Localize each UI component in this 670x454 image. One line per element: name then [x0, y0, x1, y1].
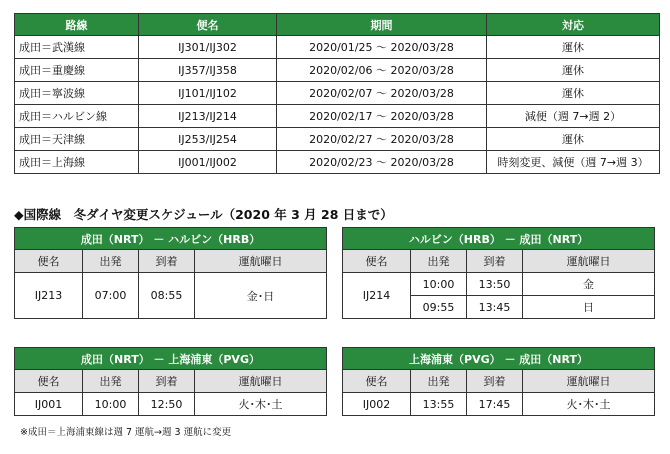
- col-header-flight: 便名: [139, 14, 277, 36]
- table-row: [15, 273, 327, 319]
- schedule-table-nrt-pvg: [14, 347, 327, 416]
- table-row: [15, 393, 327, 416]
- days-cell: 火･木･土: [195, 393, 327, 416]
- col-header-departure: 出発: [83, 250, 139, 273]
- section-heading: ◆国際線 冬ダイヤ変更スケジュール（2020 年 3 月 28 日まで）: [14, 207, 393, 222]
- route-cell: 成田＝寧波線: [15, 82, 139, 105]
- schedule-title-row: [343, 228, 655, 250]
- route-cell: 成田＝武漢線: [15, 36, 139, 59]
- schedule-title-row: [343, 348, 655, 370]
- route-cell: 成田＝重慶線: [15, 59, 139, 82]
- period-cell: 2020/02/23 ～ 2020/03/28: [277, 151, 487, 174]
- schedule-title: 成田（NRT） － ハルビン（HRB）: [15, 228, 327, 250]
- col-header-action: 対応: [487, 14, 660, 36]
- days-cell: 日: [523, 296, 655, 319]
- departure-cell: 10:00: [83, 393, 139, 416]
- route-cell: 成田＝上海線: [15, 151, 139, 174]
- schedule-table-pvg-nrt: [342, 347, 655, 416]
- departure-cell: 09:55: [411, 296, 467, 319]
- col-header-flight: 便名: [343, 370, 411, 393]
- schedule-header-row: [343, 250, 655, 273]
- schedule-title: ハルビン（HRB） － 成田（NRT）: [343, 228, 655, 250]
- action-cell: 時刻変更、減便（週 7→週 3）: [487, 151, 660, 174]
- col-header-departure: 出発: [411, 370, 467, 393]
- table-row: [15, 36, 660, 59]
- schedule-title-row: [15, 228, 327, 250]
- flight-cell: IJ253/IJ254: [139, 128, 277, 151]
- arrival-cell: 13:45: [467, 296, 523, 319]
- col-header-departure: 出発: [411, 250, 467, 273]
- action-cell: 減便（週 7→週 2）: [487, 105, 660, 128]
- col-header-departure: 出発: [83, 370, 139, 393]
- period-cell: 2020/02/07 ～ 2020/03/28: [277, 82, 487, 105]
- flight-cell: IJ301/IJ302: [139, 36, 277, 59]
- arrival-cell: 17:45: [467, 393, 523, 416]
- period-cell: 2020/02/06 ～ 2020/03/28: [277, 59, 487, 82]
- col-header-arrival: 到着: [467, 370, 523, 393]
- arrival-cell: 12:50: [139, 393, 195, 416]
- col-header-period: 期間: [277, 14, 487, 36]
- departure-cell: 10:00: [411, 273, 467, 296]
- schedule-table-hrb-nrt: [342, 227, 655, 319]
- col-header-arrival: 到着: [139, 370, 195, 393]
- days-cell: 金: [523, 273, 655, 296]
- table-row: [15, 128, 660, 151]
- flight-cell: IJ001/IJ002: [139, 151, 277, 174]
- days-cell: 火･木･土: [523, 393, 655, 416]
- schedule-title-row: [15, 348, 327, 370]
- flight-cell: IJ101/IJ102: [139, 82, 277, 105]
- schedule-header-row: [15, 250, 327, 273]
- schedule-table-nrt-hrb: [14, 227, 327, 319]
- route-cell: 成田＝天津線: [15, 128, 139, 151]
- departure-cell: 13:55: [411, 393, 467, 416]
- arrival-cell: 08:55: [139, 273, 195, 319]
- col-header-flight: 便名: [15, 370, 83, 393]
- flight-cell: IJ213: [15, 273, 83, 319]
- flight-cell: IJ214: [343, 273, 411, 319]
- schedule-title: 上海浦東（PVG） － 成田（NRT）: [343, 348, 655, 370]
- flight-cell: IJ357/IJ358: [139, 59, 277, 82]
- period-cell: 2020/02/27 ～ 2020/03/28: [277, 128, 487, 151]
- col-header-arrival: 到着: [467, 250, 523, 273]
- table-row: [15, 82, 660, 105]
- col-header-arrival: 到着: [139, 250, 195, 273]
- col-header-days: 運航曜日: [523, 370, 655, 393]
- schedule-header-row: [343, 370, 655, 393]
- arrival-cell: 13:50: [467, 273, 523, 296]
- action-cell: 運休: [487, 59, 660, 82]
- schedule-title: 成田（NRT） － 上海浦東（PVG）: [15, 348, 327, 370]
- action-cell: 運休: [487, 128, 660, 151]
- table-row: [15, 59, 660, 82]
- flight-cell: IJ213/IJ214: [139, 105, 277, 128]
- col-header-days: 運航曜日: [195, 370, 327, 393]
- table-row: [343, 273, 655, 296]
- route-status-header-row: [15, 14, 660, 36]
- flight-cell: IJ002: [343, 393, 411, 416]
- period-cell: 2020/02/17 ～ 2020/03/28: [277, 105, 487, 128]
- col-header-flight: 便名: [15, 250, 83, 273]
- col-header-days: 運航曜日: [523, 250, 655, 273]
- table-row: [343, 393, 655, 416]
- action-cell: 運休: [487, 82, 660, 105]
- flight-cell: IJ001: [15, 393, 83, 416]
- col-header-flight: 便名: [343, 250, 411, 273]
- table-row: [15, 151, 660, 174]
- period-cell: 2020/01/25 ～ 2020/03/28: [277, 36, 487, 59]
- action-cell: 運休: [487, 36, 660, 59]
- schedule-header-row: [15, 370, 327, 393]
- col-header-days: 運航曜日: [195, 250, 327, 273]
- departure-cell: 07:00: [83, 273, 139, 319]
- days-cell: 金･日: [195, 273, 327, 319]
- col-header-route: 路線: [15, 14, 139, 36]
- table-row: [15, 105, 660, 128]
- route-cell: 成田＝ハルビン線: [15, 105, 139, 128]
- footnote: ※成田＝上海浦東線は週 7 運航→週 3 運航に変更: [20, 427, 232, 438]
- route-status-table: [14, 13, 660, 174]
